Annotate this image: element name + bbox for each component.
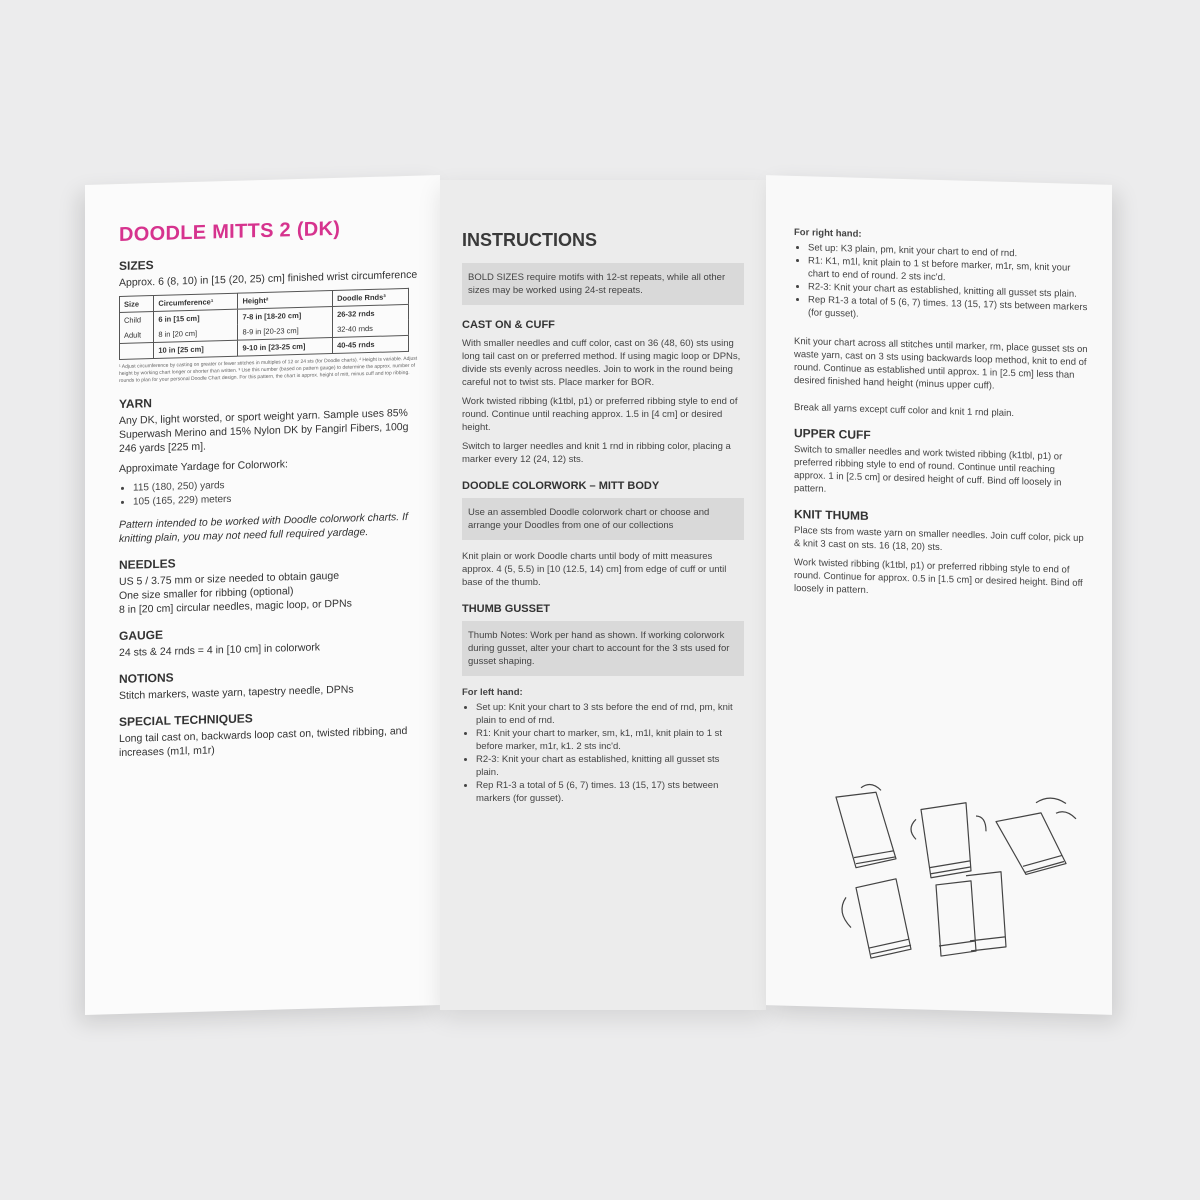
left-hand-label: For left hand: [462, 687, 523, 698]
left-panel [85, 175, 440, 1015]
table-cell: 26-32 rnds [333, 304, 409, 322]
knit-thumb-paragraph: Work twisted ribbing (k1tbl, p1) or preferred ribbing style to end of round. Continue for approx. 0.5 in [1.5 cm] or desired height. Bind off loosely in pattern. [794, 556, 1083, 597]
right-hand-steps [794, 241, 1088, 327]
break-yarn-text: Break all yarns except cuff color and knit 1 rnd plain. [794, 401, 1015, 420]
needles-line: 8 in [20 cm] circular needles, magic loop, or DPNs [119, 597, 352, 617]
table-cell: 40-45 rnds [333, 335, 409, 353]
right-hand-label: For right hand: [794, 226, 862, 240]
colorwork-box [462, 498, 744, 540]
knit-thumb-paragraph: Place sts from waste yarn on smaller needles. Join cuff color, pick up & knit 3 cast on sts. 16 (18, 20) sts. [794, 524, 1084, 554]
cast-on-paragraph: Switch to larger needles and knit 1 rnd in ribbing color, placing a marker every 12 (24, 12) sts. [462, 441, 731, 465]
colorwork-heading: DOODLE COLORWORK – MITT BODY [462, 480, 660, 492]
upper-cuff-text: Switch to smaller needles and work twisted ribbing (k1tbl, p1) or preferred ribbing style to end of round. Continue until reaching approx. 1 in [2.5 cm] or desired height of cuff. Bind off loosely in pattern. [794, 443, 1063, 495]
notions-text: Stitch markers, waste yarn, tapestry needle, DPNs [119, 683, 354, 703]
list-item: • R1: K1, m1l, knit plain to 1 st before marker, m1r, sm, knit your chart to end of round. 2 sts inc'd. [808, 254, 1088, 288]
techniques-text: Long tail cast on, backwards loop cast on, twisted ribbing, and increases (m1l, m1r) [119, 724, 408, 760]
left-hand-steps [462, 701, 744, 805]
table-cell: 8-9 in [20-23 cm] [238, 322, 333, 340]
needles-line: US 5 / 3.75 mm or size needed to obtain gauge [119, 569, 340, 589]
cast-on-heading: CAST ON & CUFF [462, 319, 555, 331]
gusset-heading: THUMB GUSSET [462, 603, 550, 615]
list-item: • Set up: Knit your chart to 3 sts before the end of rnd, pm, knit plain to end of rnd. [476, 701, 744, 727]
table-cell: Child [120, 312, 154, 328]
table-header: Size [120, 296, 154, 313]
table-footnotes: ¹ Adjust circumference by casting on greater or fewer stitches in multiples of 12 or 24 sts (for Doodle charts). ² Height is variable. Adjust height by working chart longer or shorter than written. ³ Use this number (based on pattern gauge) to determine the approx. number of rounds to plan for your personal Doodle Chart design. For this pattern, the chart is approx. height of mitt, minus cuff and top ribbing. [119, 355, 418, 385]
mitt-drawing-3 [996, 812, 1066, 876]
notions-heading: NOTIONS [119, 670, 174, 687]
mitts-illustration [826, 777, 1086, 974]
sizes-heading: SIZES [119, 258, 154, 274]
techniques-heading: SPECIAL TECHNIQUES [119, 711, 253, 730]
yarn-heading: YARN [119, 396, 152, 412]
sizes-table [119, 288, 409, 360]
table-cell: 32-40 rnds [333, 320, 409, 338]
cast-on-paragraph: Work twisted ribbing (k1tbl, p1) or preferred ribbing style to end of round. Continue until reaching approx. 1.5 in [4 cm] or desired height. [462, 396, 738, 433]
thumb-notes-text: Thumb Notes: Work per hand as shown. If working colorwork during gusset, alter your chart to account for the 3 sts used for gusset shaping. [468, 630, 730, 667]
knit-thumb-heading: KNIT THUMB [794, 506, 869, 524]
bold-sizes-box [462, 263, 744, 305]
right-panel [766, 175, 1112, 1015]
mitt-drawing-2 [921, 801, 971, 878]
list-item: • 115 (180, 250) yards [133, 474, 420, 496]
table-cell: 9-10 in [23-25 cm] [238, 338, 333, 357]
table-cell: 10 in [25 cm] [154, 340, 238, 358]
mitt-drawing-1 [836, 791, 896, 869]
needles-line: One size smaller for ribbing (optional) [119, 585, 294, 603]
list-item: • Rep R1-3 a total of 5 (6, 7) times. 13 (15, 17) sts between markers (for gusset). [476, 779, 744, 805]
table-header: Doodle Rnds³ [333, 288, 409, 306]
pattern-title: DOODLE MITTS 2 (DK) [119, 217, 341, 247]
table-cell: Adult [120, 327, 154, 343]
list-item: • R1: Knit your chart to marker, sm, k1, m1l, knit plain to 1 st before marker, m1r, k1. 2 sts inc'd. [476, 727, 744, 753]
upper-cuff-heading: UPPER CUFF [794, 425, 871, 443]
table-header: Height² [238, 291, 333, 310]
middle-panel [440, 180, 766, 1010]
list-item: • 105 (165, 229) meters [133, 488, 420, 510]
colorwork-text: Knit plain or work Doodle charts until body of mitt measures approx. 4 (5, 5.5) in [10 (12.5, 14) cm] from edge of cuff or until base of the thumb. [462, 551, 727, 588]
sizes-text: Approx. 6 (8, 10) in [15 (20, 25) cm] finished wrist circumference [119, 268, 418, 290]
table-header: Circumference¹ [154, 293, 238, 311]
yarn-note: Pattern intended to be worked with Doodle colorwork charts. If knitting plain, you may not need full required yardage. [119, 510, 408, 546]
list-item: • R2-3: Knit your chart as established, knitting all gusset sts plain. [808, 280, 1088, 301]
cast-on-paragraph: With smaller needles and cuff color, cast on 36 (48, 60) sts using long tail cast on or preferred method. If using magic loop or DPNs, divide sts evenly across needles. Join to work in the round being careful not to twist sts. Place marker for BOR. [462, 338, 741, 388]
after-gusset-text: Knit your chart across all stitches until marker, rm, place gusset sts on waste yarn, cast on 3 sts using backwards loop method, knit to end of round. Continue as established until approx. 1 in [2.5 cm] less than desired finished hand height (minus upper cuff). [794, 335, 1088, 392]
list-item: • R2-3: Knit your chart as established, knitting all gusset sts plain. [476, 753, 744, 779]
colorwork-box-text: Use an assembled Doodle colorwork chart or choose and arrange your Doodles from one of our collections [468, 507, 710, 531]
table-cell: 6 in [15 cm] [154, 309, 238, 327]
table-cell: 7-8 in [18-20 cm] [238, 307, 333, 325]
list-item: • Rep R1-3 a total of 5 (6, 7) times. 13 (15, 17) sts between markers (for gusset). [808, 293, 1088, 327]
instructions-title: INSTRUCTIONS [462, 230, 597, 250]
yardage-label: Approximate Yardage for Colorwork: [119, 458, 288, 476]
table-cell: 8 in [20 cm] [154, 325, 238, 343]
yardage-list [119, 474, 420, 510]
gauge-text: 24 sts & 24 rnds = 4 in [10 cm] in colorwork [119, 641, 321, 660]
gauge-heading: GAUGE [119, 627, 164, 644]
list-item: • Set up: K3 plain, pm, knit your chart to end of rnd. [808, 241, 1088, 262]
needles-heading: NEEDLES [119, 556, 176, 573]
bold-sizes-note: BOLD SIZES require motifs with 12-st repeats, while all other sizes may be worked using 24-st repeats. [468, 272, 726, 296]
yarn-text: Any DK, light worsted, or sport weight yarn. Sample uses 85% Superwash Merino and 15% Nylon DK by Fangirl Fibers, 100g 246 yards [225 m]. [119, 406, 409, 456]
thumb-notes-box [462, 621, 744, 676]
table-cell [120, 343, 154, 360]
